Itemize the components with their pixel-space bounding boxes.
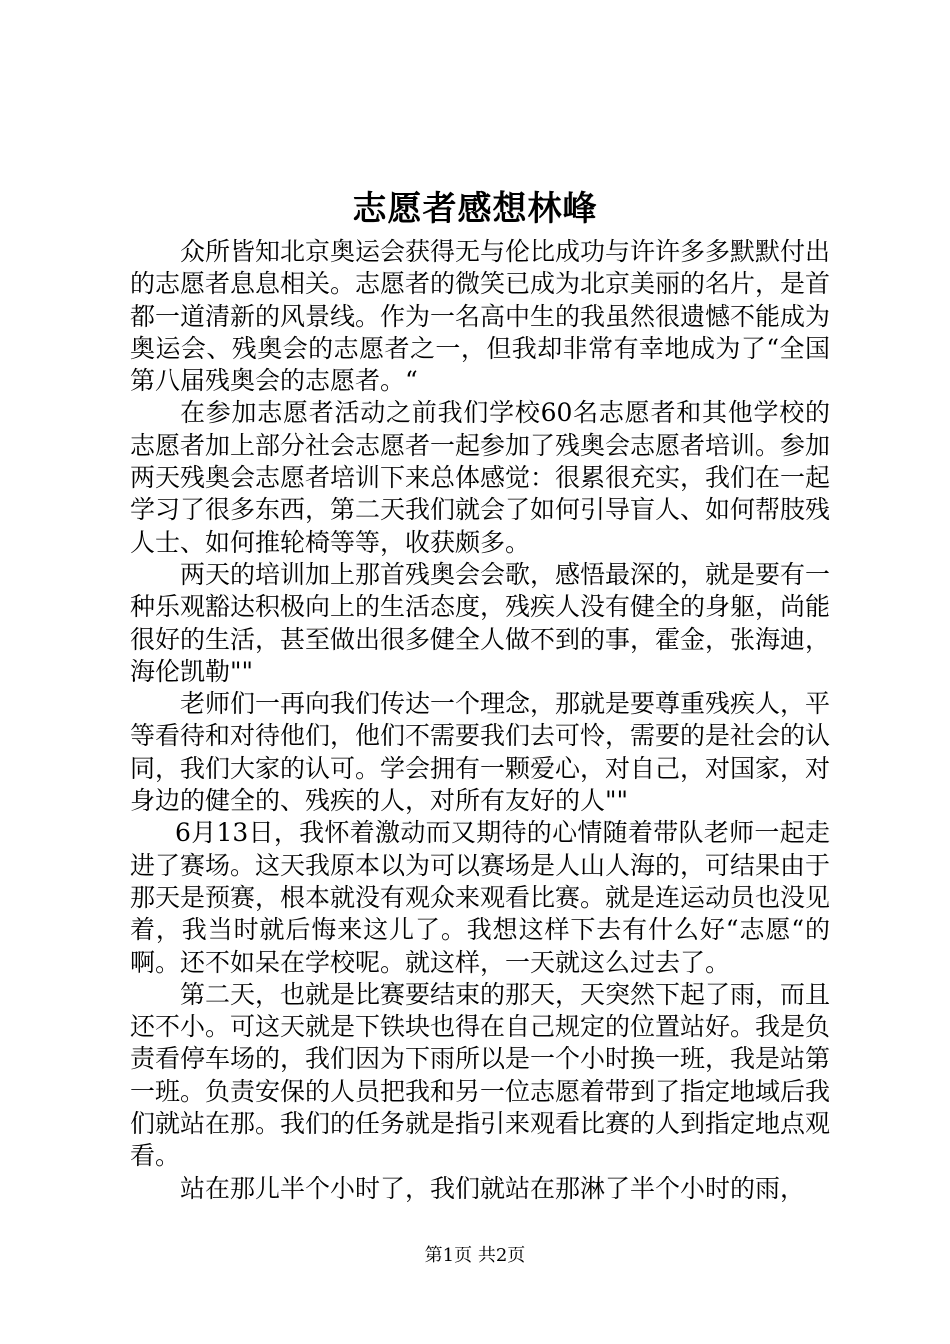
paragraph: 老师们一再向我们传达一个理念，那就是要尊重残疾人，平等看待和对待他们，他们不需要我们去可怜，需要的是社会的认同，我们大家的认可。学会拥有一颗爱心，对自己，对国家，对身边的健全的、残疾的人，对所有友好的人"" xyxy=(130,689,831,816)
paragraph: 第二天，也就是比赛要结束的那天，天突然下起了雨，而且还不小。可这天就是下铁块也得在自己规定的位置站好。我是负责看停车场的，我们因为下雨所以是一个小时换一班，我是站第一班。负责安保的人员把我和另一位志愿着带到了指定地域后我们就站在那。我们的任务就是指引来观看比赛的人到指定地点观看。 xyxy=(130,979,831,1171)
paragraph: 两天的培训加上那首残奥会会歌，感悟最深的，就是要有一种乐观豁达积极向上的生活态度，残疾人没有健全的身躯，尚能很好的生活，甚至做出很多健全人做不到的事，霍金，张海迪，海伦凯勒"" xyxy=(130,559,831,686)
paragraph: 在参加志愿者活动之前我们学校60名志愿者和其他学校的志愿者加上部分社会志愿者一起参加了残奥会志愿者培训。参加两天残奥会志愿者培训下来总体感觉：很累很充实，我们在一起学习了很多东西，第二天我们就会了如何引导盲人、如何帮肢残人士、如何推轮椅等等，收获颇多。 xyxy=(130,398,831,557)
document-body xyxy=(130,236,830,1205)
page-title: 志愿者感想林峰 xyxy=(352,189,598,229)
paragraph: 站在那儿半个小时了，我们就站在那淋了半个小时的雨， xyxy=(180,1173,806,1203)
paragraph: 6月13日，我怀着激动而又期待的心情随着带队老师一起走进了赛场。这天我原本以为可以赛场是人山人海的，可结果由于那天是预赛，根本就没有观众来观看比赛。就是连运动员也没见着，我当时就后悔来这儿了。我想这样下去有什么好“志愿“的啊。还不如呆在学校呢。就这样，一天就这么过去了。 xyxy=(130,818,831,977)
paragraph: 众所皆知北京奥运会获得无与伦比成功与许许多多默默付出的志愿者息息相关。志愿者的微笑已成为北京美丽的名片，是首都一道清新的风景线。作为一名高中生的我虽然很遗憾不能成为奥运会、残奥会的志愿者之一，但我却非常有幸地成为了“全国第八届残奥会的志愿者。“ xyxy=(130,237,831,396)
page-number-footer: 第1页 共2页 xyxy=(424,1245,526,1266)
